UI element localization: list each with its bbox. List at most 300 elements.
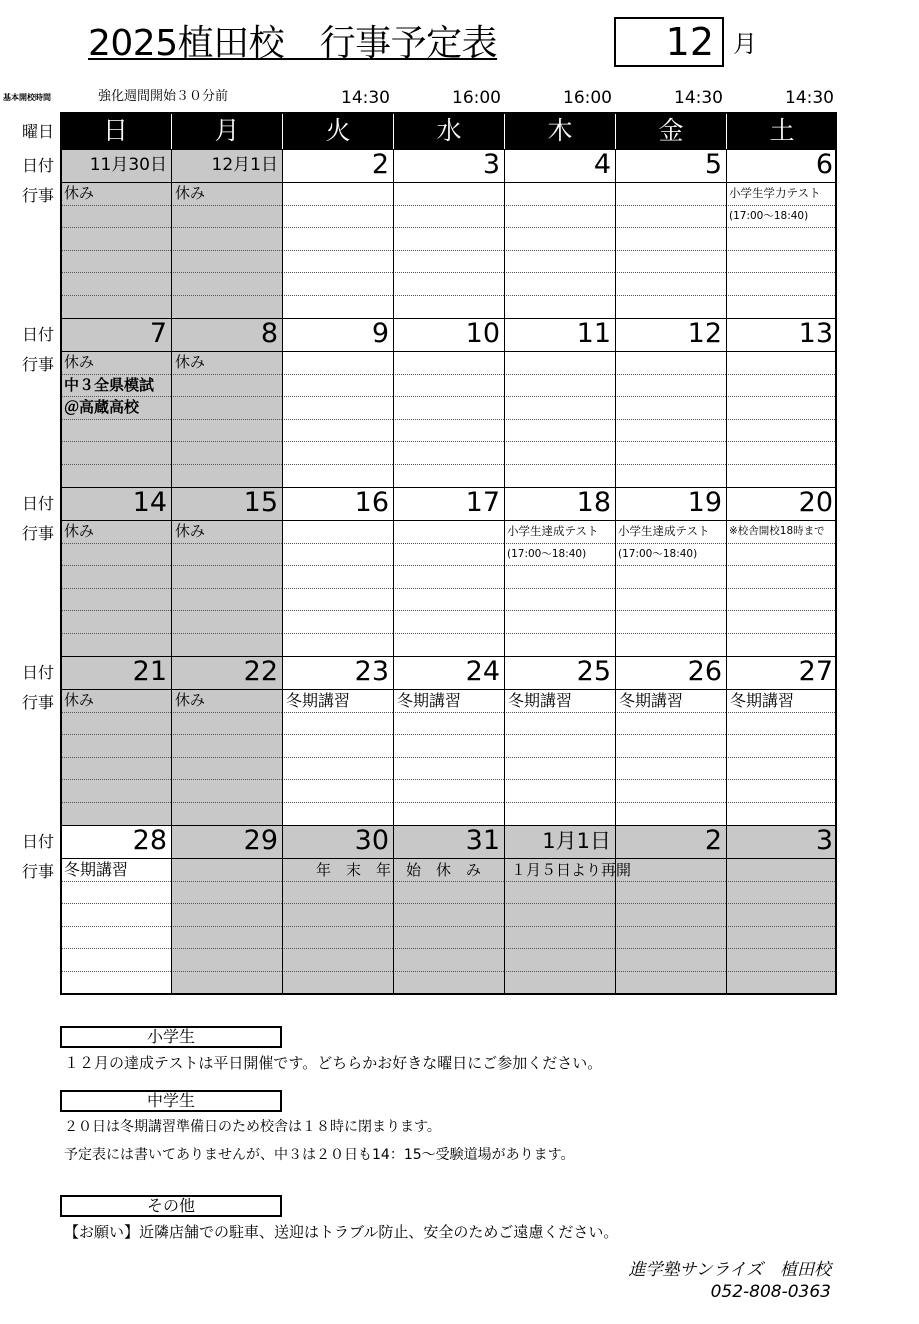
- event-text: 休み: [64, 522, 95, 540]
- dotted-divider: [282, 926, 393, 927]
- dotted-divider: [726, 757, 837, 758]
- date-row-label: 日付: [22, 325, 55, 344]
- dotted-divider: [726, 396, 837, 397]
- dotted-divider: [615, 971, 726, 972]
- dotted-divider: [171, 396, 282, 397]
- dotted-divider: [171, 610, 282, 611]
- dotted-divider: [504, 396, 615, 397]
- section-heading-junior-high: 中学生: [60, 1090, 282, 1112]
- dotted-divider: [393, 903, 504, 904]
- events-cell: [726, 351, 837, 487]
- dotted-divider: [393, 802, 504, 803]
- hours-label: 基本開校時間: [3, 93, 51, 102]
- date-cell: 11月30日: [60, 149, 171, 182]
- date-cell: 11: [576, 318, 611, 349]
- dotted-divider: [171, 588, 282, 589]
- dotted-divider: [60, 565, 171, 566]
- year-end-notice: 年 末 年 始 休 み １月５日より再開: [316, 861, 632, 879]
- event-text: 休み: [175, 691, 206, 709]
- dotted-divider: [60, 441, 171, 442]
- date-cell: 23: [354, 656, 389, 687]
- event-text: 休み: [64, 184, 95, 202]
- dotted-divider: [726, 272, 837, 273]
- dotted-divider: [615, 441, 726, 442]
- dotted-divider: [60, 419, 171, 420]
- events-cell: [504, 689, 615, 825]
- hour-sat: 14:30: [785, 88, 834, 108]
- events-cell: [726, 689, 837, 825]
- dotted-divider: [726, 610, 837, 611]
- events-row-label: 行事: [22, 862, 55, 881]
- dotted-divider: [615, 272, 726, 273]
- dotted-divider: [393, 633, 504, 634]
- dotted-divider: [615, 227, 726, 228]
- dotted-divider: [60, 295, 171, 296]
- dotted-divider: [393, 712, 504, 713]
- dotted-divider: [171, 734, 282, 735]
- dotted-divider: [60, 633, 171, 634]
- dotted-divider: [282, 948, 393, 949]
- date-cell: 13: [798, 318, 833, 349]
- date-cell: 18: [576, 487, 611, 518]
- dotted-divider: [504, 250, 615, 251]
- dotted-divider: [504, 948, 615, 949]
- dotted-divider: [615, 396, 726, 397]
- date-cell: 12: [687, 318, 722, 349]
- dotted-divider: [615, 903, 726, 904]
- date-cell: 21: [60, 656, 171, 689]
- event-text: 小学生学力テスト: [729, 186, 821, 200]
- event-text: 休み: [64, 353, 95, 371]
- dotted-divider: [60, 903, 171, 904]
- events-cell: [60, 520, 171, 656]
- dotted-divider: [282, 734, 393, 735]
- dotted-divider: [282, 903, 393, 904]
- dotted-divider: [615, 948, 726, 949]
- dotted-divider: [393, 374, 504, 375]
- dotted-divider: [393, 926, 504, 927]
- dotted-divider: [393, 565, 504, 566]
- dotted-divider: [282, 881, 393, 882]
- date-cell: 5: [704, 149, 722, 180]
- month-suffix: 月: [733, 30, 757, 58]
- events-cell: [60, 351, 171, 487]
- dotted-divider: [726, 926, 837, 927]
- dotted-divider: [504, 565, 615, 566]
- dotted-divider: [282, 441, 393, 442]
- date-cell: 31: [393, 825, 504, 858]
- footer-phone: 052-808-0363: [710, 1282, 831, 1302]
- dotted-divider: [60, 272, 171, 273]
- dotted-divider: [504, 779, 615, 780]
- dotted-divider: [282, 205, 393, 206]
- dotted-divider: [726, 419, 837, 420]
- dotted-divider: [282, 295, 393, 296]
- dotted-divider: [615, 633, 726, 634]
- dotted-divider: [60, 464, 171, 465]
- footer-school: 進学塾サンライズ 植田校: [628, 1260, 831, 1280]
- dotted-divider: [726, 227, 837, 228]
- dotted-divider: [171, 926, 282, 927]
- dotted-divider: [615, 926, 726, 927]
- events-cell: [60, 689, 171, 825]
- grid-line: [504, 149, 505, 995]
- dotted-divider: [726, 712, 837, 713]
- dotted-divider: [504, 419, 615, 420]
- dotted-divider: [504, 926, 615, 927]
- grid-line: [60, 520, 837, 521]
- dotted-divider: [504, 802, 615, 803]
- dotted-divider: [504, 205, 615, 206]
- dotted-divider: [504, 227, 615, 228]
- events-cell: [504, 182, 615, 318]
- date-cell: 19: [687, 487, 722, 518]
- dotted-divider: [171, 802, 282, 803]
- date-cell: 20: [798, 487, 833, 518]
- dotted-divider: [504, 610, 615, 611]
- dotted-divider: [615, 374, 726, 375]
- date-row-label: 日付: [22, 832, 55, 851]
- events-cell: [171, 351, 282, 487]
- hours-note: 強化週間開始３０分前: [98, 89, 229, 104]
- event-text: 冬期講習: [397, 691, 462, 710]
- grid-line: [60, 149, 837, 150]
- date-cell: 25: [576, 656, 611, 687]
- events-cell: [393, 520, 504, 656]
- events-cell: [615, 351, 726, 487]
- events-cell: [282, 182, 393, 318]
- dotted-divider: [171, 227, 282, 228]
- grid-line: [60, 858, 837, 859]
- dotted-divider: [282, 588, 393, 589]
- dotted-divider: [726, 948, 837, 949]
- events-cell: [615, 858, 726, 994]
- hour-tue: 14:30: [341, 88, 390, 108]
- events-cell: [615, 689, 726, 825]
- dotted-divider: [60, 712, 171, 713]
- date-cell: 24: [465, 656, 500, 687]
- date-cell: 22: [171, 656, 282, 689]
- dotted-divider: [615, 419, 726, 420]
- dotted-divider: [171, 441, 282, 442]
- dotted-divider: [504, 272, 615, 273]
- dotted-divider: [60, 734, 171, 735]
- dotted-divider: [726, 903, 837, 904]
- weekday-row-label: 曜日: [22, 122, 55, 141]
- events-cell: [282, 520, 393, 656]
- event-text: 休み: [175, 522, 206, 540]
- dotted-divider: [282, 272, 393, 273]
- grid-line: [615, 149, 616, 995]
- dotted-divider: [393, 419, 504, 420]
- date-cell: 1月1日: [504, 825, 615, 858]
- event-text: 休み: [175, 353, 206, 371]
- dotted-divider: [726, 374, 837, 375]
- events-cell: [504, 520, 615, 656]
- dotted-divider: [726, 881, 837, 882]
- dotted-divider: [60, 779, 171, 780]
- dotted-divider: [60, 948, 171, 949]
- grid-line: [60, 318, 837, 319]
- dotted-divider: [171, 565, 282, 566]
- weekday-wed: 水: [393, 112, 504, 149]
- weekday-thu: 木: [504, 112, 615, 149]
- events-cell: [393, 182, 504, 318]
- section-heading-elementary: 小学生: [60, 1026, 282, 1048]
- dotted-divider: [393, 543, 504, 544]
- dotted-divider: [504, 734, 615, 735]
- dotted-divider: [615, 588, 726, 589]
- dotted-divider: [504, 881, 615, 882]
- dotted-divider: [504, 712, 615, 713]
- events-cell: [726, 182, 837, 318]
- weekday-sat: 土: [726, 112, 837, 149]
- dotted-divider: [393, 757, 504, 758]
- date-cell: 8: [171, 318, 282, 351]
- events-cell: [393, 351, 504, 487]
- section-text: 予定表には書いてありませんが、中３は２０日も14：15～受験道場があります。: [64, 1147, 575, 1163]
- dotted-divider: [615, 610, 726, 611]
- event-text: ※校舎開校18時まで: [729, 525, 825, 537]
- events-cell: [60, 182, 171, 318]
- grid-line: [60, 351, 837, 352]
- dotted-divider: [60, 802, 171, 803]
- dotted-divider: [504, 903, 615, 904]
- date-cell: 27: [798, 656, 833, 687]
- dotted-divider: [282, 227, 393, 228]
- section-text: 【お願い】近隣店舗での駐車、送迎はトラブル防止、安全のためご遠慮ください。: [64, 1223, 619, 1241]
- dotted-divider: [393, 881, 504, 882]
- events-row-label: 行事: [22, 355, 55, 374]
- dotted-divider: [393, 295, 504, 296]
- dotted-divider: [726, 250, 837, 251]
- month-box: 12: [614, 17, 724, 67]
- hour-thu: 16:00: [563, 88, 612, 108]
- events-cell: [171, 182, 282, 318]
- dotted-divider: [393, 250, 504, 251]
- event-text: 小学生達成テスト: [618, 524, 710, 538]
- dotted-divider: [60, 588, 171, 589]
- events-cell: [615, 182, 726, 318]
- section-text: １２月の達成テストは平日開催です。どちらかお好きな曜日にご参加ください。: [64, 1054, 603, 1072]
- event-text: 冬期講習: [508, 691, 573, 710]
- date-cell: 15: [171, 487, 282, 520]
- dotted-divider: [60, 881, 171, 882]
- section-heading-other: その他: [60, 1195, 282, 1217]
- dotted-divider: [615, 757, 726, 758]
- dotted-divider: [615, 205, 726, 206]
- dotted-divider: [60, 227, 171, 228]
- weekday-tue: 火: [282, 112, 393, 149]
- dotted-divider: [171, 419, 282, 420]
- date-cell: 29: [171, 825, 282, 858]
- dotted-divider: [615, 881, 726, 882]
- dotted-divider: [615, 734, 726, 735]
- grid-line: [282, 149, 283, 995]
- dotted-divider: [393, 441, 504, 442]
- dotted-divider: [171, 948, 282, 949]
- date-cell: 26: [687, 656, 722, 687]
- date-cell: 14: [60, 487, 171, 520]
- event-text: 冬期講習: [286, 691, 351, 710]
- events-cell: [726, 858, 837, 994]
- dotted-divider: [726, 543, 837, 544]
- date-cell: 2: [615, 825, 726, 858]
- events-cell: [171, 520, 282, 656]
- events-row-label: 行事: [22, 693, 55, 712]
- grid-line: [726, 149, 727, 995]
- dotted-divider: [393, 272, 504, 273]
- dotted-divider: [726, 588, 837, 589]
- events-row-label: 行事: [22, 186, 55, 205]
- dotted-divider: [615, 565, 726, 566]
- date-cell: 10: [465, 318, 500, 349]
- dotted-divider: [504, 295, 615, 296]
- events-cell: [726, 520, 837, 656]
- date-cell: 16: [354, 487, 389, 518]
- date-cell: 4: [593, 149, 611, 180]
- event-text: (17:00～18:40): [507, 547, 587, 560]
- event-text: 中３全県模試: [64, 375, 155, 394]
- dotted-divider: [615, 802, 726, 803]
- dotted-divider: [504, 971, 615, 972]
- dotted-divider: [282, 250, 393, 251]
- event-text: 冬期講習: [64, 860, 129, 879]
- dotted-divider: [393, 779, 504, 780]
- hour-wed: 16:00: [452, 88, 501, 108]
- section-text: ２０日は冬期講習準備日のため校舎は１８時に閉まります。: [64, 1119, 441, 1135]
- dotted-divider: [171, 295, 282, 296]
- dotted-divider: [60, 250, 171, 251]
- dotted-divider: [282, 565, 393, 566]
- dotted-divider: [615, 250, 726, 251]
- date-cell: 6: [815, 149, 833, 180]
- dotted-divider: [282, 757, 393, 758]
- dotted-divider: [726, 441, 837, 442]
- dotted-divider: [504, 757, 615, 758]
- dotted-divider: [171, 757, 282, 758]
- events-cell: [171, 689, 282, 825]
- dotted-divider: [282, 971, 393, 972]
- dotted-divider: [726, 565, 837, 566]
- dotted-divider: [171, 250, 282, 251]
- dotted-divider: [726, 734, 837, 735]
- dotted-divider: [171, 712, 282, 713]
- dotted-divider: [393, 464, 504, 465]
- date-cell: 12月1日: [171, 149, 282, 182]
- dotted-divider: [282, 610, 393, 611]
- date-row-label: 日付: [22, 663, 55, 682]
- grid-line: [60, 487, 837, 488]
- weekday-header-row: [60, 112, 837, 149]
- dotted-divider: [726, 779, 837, 780]
- dotted-divider: [615, 779, 726, 780]
- grid-line: [60, 656, 837, 657]
- dotted-divider: [171, 374, 282, 375]
- events-cell: [615, 520, 726, 656]
- page-title: 2025植田校 行事予定表: [88, 23, 498, 64]
- events-cell: [504, 351, 615, 487]
- dotted-divider: [282, 543, 393, 544]
- event-text: ＠高蔵高校: [64, 398, 140, 417]
- dotted-divider: [171, 205, 282, 206]
- dotted-divider: [282, 419, 393, 420]
- dotted-divider: [615, 295, 726, 296]
- event-text: (17:00～18:40): [618, 547, 698, 560]
- dotted-divider: [504, 441, 615, 442]
- event-text: 休み: [64, 691, 95, 709]
- dotted-divider: [282, 374, 393, 375]
- grid-line: [60, 825, 837, 826]
- dotted-divider: [726, 802, 837, 803]
- date-cell: 2: [371, 149, 389, 180]
- dotted-divider: [282, 464, 393, 465]
- dotted-divider: [393, 396, 504, 397]
- date-cell: 30: [282, 825, 393, 858]
- dotted-divider: [171, 971, 282, 972]
- weekday-mon: 月: [171, 112, 282, 149]
- dotted-divider: [60, 205, 171, 206]
- dotted-divider: [171, 633, 282, 634]
- dotted-divider: [171, 881, 282, 882]
- dotted-divider: [393, 205, 504, 206]
- date-cell: 7: [60, 318, 171, 351]
- date-row-label: 日付: [22, 156, 55, 175]
- dotted-divider: [282, 633, 393, 634]
- date-cell: 3: [482, 149, 500, 180]
- dotted-divider: [282, 712, 393, 713]
- dotted-divider: [504, 633, 615, 634]
- dotted-divider: [726, 633, 837, 634]
- date-row-label: 日付: [22, 494, 55, 513]
- event-text: 冬期講習: [730, 691, 795, 710]
- dotted-divider: [282, 802, 393, 803]
- dotted-divider: [393, 610, 504, 611]
- dotted-divider: [393, 734, 504, 735]
- dotted-divider: [60, 543, 171, 544]
- weekday-fri: 金: [615, 112, 726, 149]
- dotted-divider: [615, 712, 726, 713]
- events-cell: [393, 689, 504, 825]
- dotted-divider: [726, 295, 837, 296]
- date-cell: 28: [132, 825, 167, 856]
- events-cell: [60, 858, 171, 994]
- grid-line: [60, 182, 837, 183]
- grid-line: [393, 149, 394, 995]
- dotted-divider: [615, 464, 726, 465]
- calendar-grid: [60, 112, 837, 995]
- weekday-sun: 日: [102, 116, 128, 145]
- dotted-divider: [393, 227, 504, 228]
- dotted-divider: [171, 272, 282, 273]
- events-cell: [171, 858, 282, 994]
- date-cell: 3: [726, 825, 837, 858]
- grid-line: [60, 689, 837, 690]
- dotted-divider: [393, 948, 504, 949]
- dotted-divider: [60, 971, 171, 972]
- event-text: 休み: [175, 184, 206, 202]
- dotted-divider: [171, 543, 282, 544]
- dotted-divider: [282, 779, 393, 780]
- event-text: 小学生達成テスト: [507, 524, 599, 538]
- dotted-divider: [393, 588, 504, 589]
- date-cell: 17: [465, 487, 500, 518]
- date-cell: 9: [371, 318, 389, 349]
- events-cell: [282, 351, 393, 487]
- dotted-divider: [504, 588, 615, 589]
- hour-fri: 14:30: [674, 88, 723, 108]
- event-text: (17:00～18:40): [729, 209, 809, 222]
